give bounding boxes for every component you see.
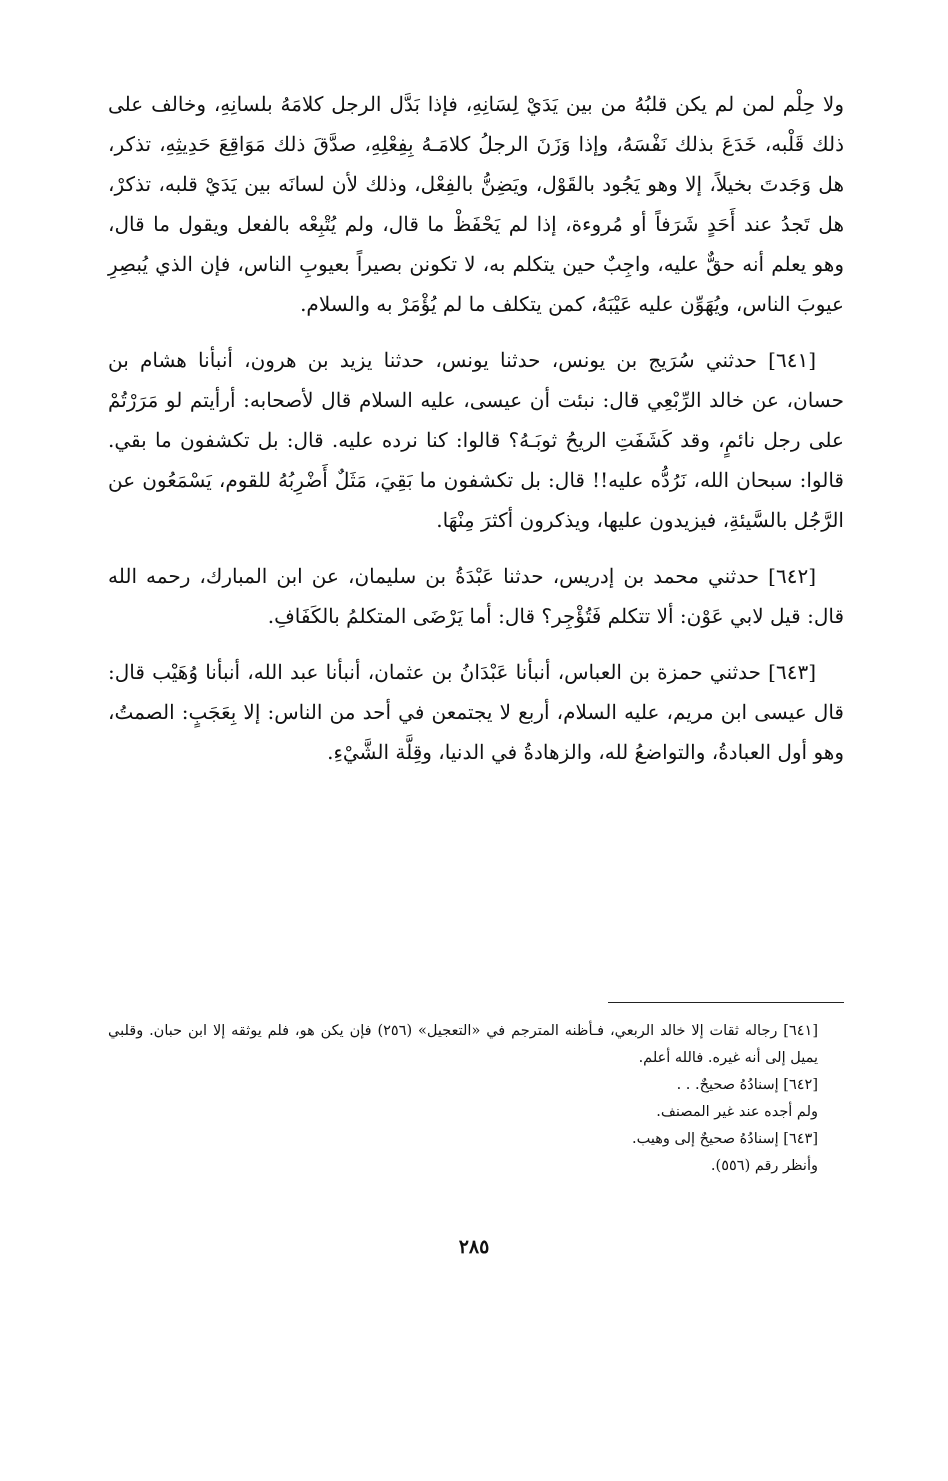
paragraph-hadith-643: [٦٤٣] حدثني حمزة بن العباس، أنبأنا عَبْدَانُ بن عثمان، أنبأنا عبد الله، أنبأنا وُهَيْب قال: قال عيسى ابن مريم، عليه السلام، أربع لا يجتمعن في أحد من الناس: إلا بِعَجَبٍ: الصمتُ، وهو أول العبادةُ، والتواضعُ لله، والزهادةُ في الدنيا، وقِلَّة الشَّيْءِ. [108, 660, 844, 764]
paragraph-hadith-642: [٦٤٢] حدثني محمد بن إدريس، حدثنا عَبْدَةُ بن سليمان، عن ابن المبارك، رحمه الله قال: قيل لابي عَوْن: ألا تتكلم فَتُؤْجِر؟ قال: أما يَرْضَى المتكلمُ بالكَفَافِ. [108, 564, 844, 628]
footnote-643-note: وأنظر رقم (٥٥٦). [710, 1158, 818, 1174]
footnote-643: [٦٤٣] إسنادُهُ صحيحٌ إلى وهيب. [632, 1131, 818, 1147]
footnote-642: [٦٤٢] إسنادُهُ صحيحٌ. . . [676, 1077, 818, 1093]
footnotes [108, 1018, 844, 1180]
paragraph-intro: ولا حِلْم لمن لم يكن قلبُهُ من بين يَدَيْ لِسَانِهِ، فإذا بَدَّل الرجل كلامَهُ بلسانِهِ، وخالف على ذلك قَلْبه، خَدَعَ بذلك نَفْسَهُ، وإذا وَزَنَ الرجلُ كلامَـهُ بِفِعْلِهِ، صدَّقَ ذلك مَوَاقِعَ حَدِيثِهِ، تذكر، هل وَجَدتَ بخيلاً، إلا وهو يَجُود بالقَوْل، ويَضِنُّ بالفِعْل، وذلك لأن لسانَه بين يَدَيْ قلبه، تذكرْ، هل تَجدُ عند أَحَدٍ شَرَفاً أو مُروءة، إذا لم يَحْفَظْ ما قال، ولم يُتْبِعْه بالفعل ويقول ما قال، وهو يعلم أنه حقٌّ عليه، واجِبٌ حين يتكلم به، لا تكونن بصيراً بعيوبِ الناس، فإن الذي يُبصِرِ عيوبَ الناس، ويُهَوِّن عليه عَيْبَهُ، كمن يتكلف ما لم يُؤْمَرْ به والسلام. [108, 92, 845, 316]
footnote-642-note: ولم أجده عند غير المصنف. [656, 1104, 818, 1120]
footnote-divider [608, 1002, 844, 1003]
paragraph-hadith-641: [٦٤١] حدثني سُرَيج بن يونس، حدثنا يونس، حدثنا يزيد بن هرون، أنبأنا هشام بن حسان، عن خالد الرِّبْعِي قال: نبئت أن عيسى، عليه السلام قال لأصحابه: أرأيتم لو مَرَرْتُمْ على رجل نائمٍ، وقد كَشَفَتِ الريحُ ثوبَـهُ؟ قالوا: كنا نرده عليه. قال: بل تكشفون ما بقي. قالوا: سبحان الله، نَرُدُّه عليه!! قال: بل تكشفون ما بَقِيَ، مَثَلٌ أَضْرِبُهُ للقوم، يَسْمَعُون عن الرَّجُل بالسَّيئةِ، فيزيدون عليها، ويذكرون أكثرَ مِنْهَا. [108, 348, 844, 532]
page-number: ٢٨٥ [458, 1236, 490, 1258]
main-text [108, 84, 844, 788]
footnote-641: [٦٤١] رجاله ثقات إلا خالد الربعي، فـأظنه المترجم في «التعجيل» (٢٥٦) فإن يكن هو، فلم يوثقه إلا ابن حبان. وقلبي يميل إلى أنه غيره. فالله أعلم. [108, 1023, 818, 1066]
